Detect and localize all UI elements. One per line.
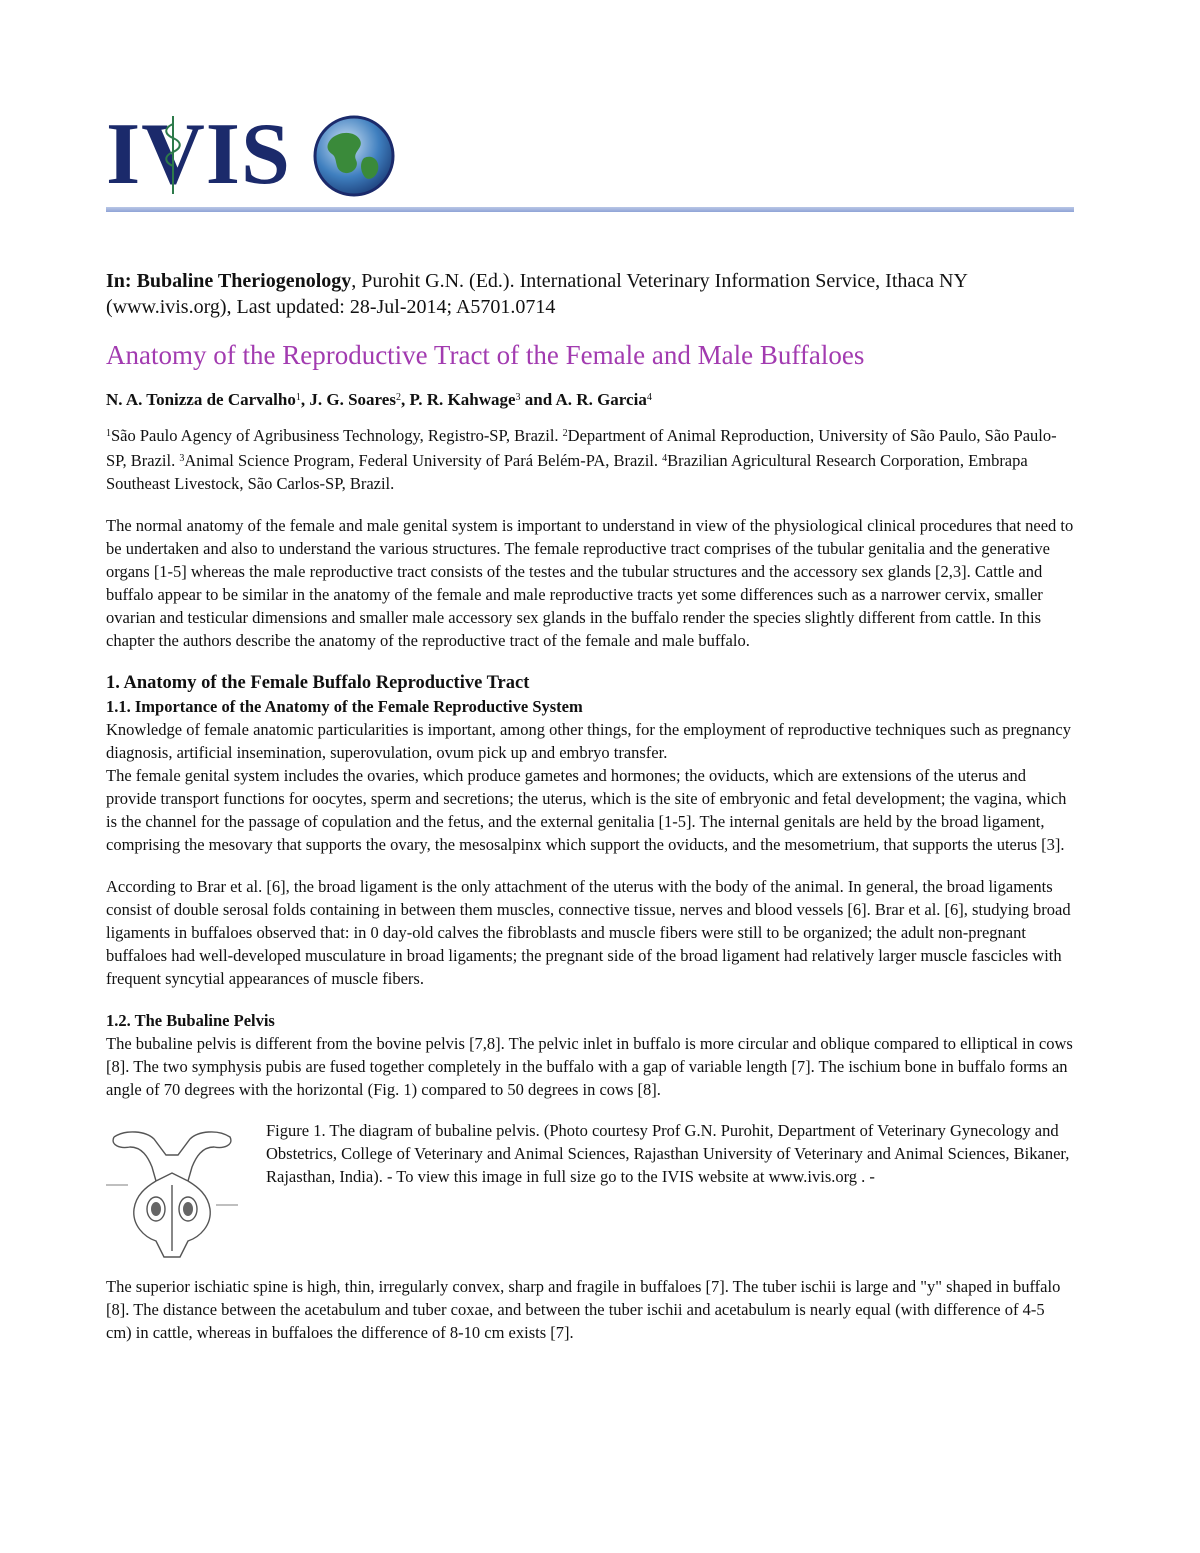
affiliation-text: Brazilian Agricultural Research Corporation, Embrapa Southeast Livestock, São Carlos-SP, Brazil.: [106, 451, 1028, 493]
body-paragraph: The bubaline pelvis is different from the bovine pelvis [7,8]. The pelvic inlet in buffalo is more circular and oblique compared to elliptical in cows [8]. The two symphysis pubis are fused together completely in the buffalo with a gap of variable length [7]. The ischium bone in buffalo forms an angle of 70 degrees with the horizontal (Fig. 1) compared to 50 degrees in cows [8].: [106, 1034, 1073, 1099]
citation-book: Bubaline Theriogenology: [136, 270, 352, 292]
author-separator: ,: [300, 390, 310, 409]
author-name: J. G. Soares: [309, 390, 396, 409]
header-rule: [106, 207, 1074, 212]
affiliation-sup: 4: [662, 453, 668, 464]
ivis-logo: [106, 106, 406, 203]
caduceus-icon: [160, 110, 186, 196]
pelvis-diagram[interactable]: [106, 1125, 238, 1261]
author-separator: ,: [400, 390, 410, 409]
body-paragraph: According to Brar et al. [6], the broad ligament is the only attachment of the uterus with the body of the animal. In general, the broad ligaments consist of double serosal folds containing in between them muscles, connective tissue, nerves and blood vessels [6]. Brar et al. [6], studying broad ligaments in buffaloes observed that: in 0 day-old calves the fibroblasts and muscle fibers were still to be organized; the adult non-pregnant buffaloes had well-developed musculature in broad ligaments; the pregnant side of the broad ligament had relatively larger muscle fascicles with frequent syncytial appearances of muscle fibers.: [106, 877, 1071, 988]
section-heading: 1. Anatomy of the Female Buffalo Reproductive Tract: [106, 673, 530, 693]
subsection-heading: 1.1. Importance of the Anatomy of the Female Reproductive System: [106, 697, 583, 716]
body-paragraph: Knowledge of female anatomic particularities is important, among other things, for the employment of reproductive techniques such as pregnancy diagnosis, artificial insemination, superovulation, ovum pick up and embryo transfer.: [106, 720, 1071, 762]
figure-caption: Figure 1. The diagram of bubaline pelvis. (Photo courtesy Prof G.N. Purohit, Department of Veterinary Gynecology and Obstetrics, College of Veterinary and Animal Sciences, Rajasthan University of Veterinary and Animal Sciences, Bikaner, Rajasthan, India). - To view this image in full size go to the IVIS website at www.ivis.org . -: [266, 1121, 1070, 1186]
author-name: N. A. Tonizza de Carvalho: [106, 390, 296, 409]
author-sup: 2: [395, 392, 401, 403]
citation-rest: , Purohit G.N. (Ed.). International Veterinary Information Service, Ithaca NY (www.ivis.org), Last updated: 28-Jul-2014; A5701.0714: [106, 270, 968, 318]
author-sup: 3: [515, 392, 521, 403]
intro-paragraph: The normal anatomy of the female and male genital system is important to understand in view of the physiological clinical procedures that need to be undertaken and also to understand the various structures. The female reproductive tract comprises of the tubular genitalia and the generative organs [1-5] whereas the male reproductive tract consists of the testes and the tubular structures and the accessory sex glands [2,3]. Cattle and buffalo appear to be similar in the anatomy of the female and male reproductive tracts yet some differences such as a narrower cervix, smaller ovarian and testicular dimensions and smaller male accessory sex glands in the buffalo render the species slightly different from cattle. In this chapter the authors describe the anatomy of the reproductive tract of the female and male buffalo.: [106, 516, 1074, 650]
citation: [106, 268, 1074, 320]
figure-1: [106, 1121, 1074, 1275]
affiliation-text: Department of Animal Reproduction, University of São Paulo, São Paulo-SP, Brazil.: [106, 426, 1057, 470]
citation-prefix: In:: [106, 270, 137, 292]
affiliation-text: São Paulo Agency of Agribusiness Technology, Registro-SP, Brazil.: [111, 426, 563, 445]
affiliation-sup: 3: [179, 453, 185, 464]
globe-icon: [312, 114, 396, 198]
affiliation-sup: 1: [106, 428, 111, 439]
affiliation-sup: 2: [562, 428, 568, 439]
author-sup: 4: [646, 392, 652, 403]
logo-text: IVIS: [106, 106, 291, 203]
article-body: [106, 268, 1074, 1344]
author-list: [106, 386, 1074, 412]
article-title: Anatomy of the Reproductive Tract of the Female and Male Buffaloes: [106, 340, 865, 370]
body-paragraph: The superior ischiatic spine is high, thin, irregularly convex, sharp and fragile in buffaloes [7]. The tuber ischii is large and "y" shaped in buffalo [8]. The distance between the acetabulum and tuber coxae, and between the tuber ischii and acetabulum is nearly equal (with difference of 4-5 cm) in cattle, whereas in buffaloes the difference of 8-10 cm exists [7].: [106, 1277, 1061, 1342]
subsection-heading: 1.2. The Bubaline Pelvis: [106, 1011, 275, 1030]
author-name: P. R. Kahwage: [409, 390, 516, 409]
author-sup: 1: [295, 392, 301, 403]
affiliations: [106, 422, 1074, 495]
body-paragraph: The female genital system includes the ovaries, which produce gametes and hormones; the oviducts, which are extensions of the uterus and provide transport functions for oocytes, sperm and secretions; the uterus, which is the site of embryonic and fetal development; the vagina, which is the channel for the passage of copulation and the fetus, and the external genitalia [1-5]. The internal genitals are held by the broad ligament, comprising the mesovary that supports the ovary, the mesosalpinx which support the oviducts, and the mesometrium, that supports the uterus [3].: [106, 766, 1067, 854]
author-separator: and: [520, 390, 556, 409]
affiliation-text: Animal Science Program, Federal University of Pará Belém-PA, Brazil.: [184, 451, 663, 470]
author-name: A. R. Garcia: [555, 390, 647, 409]
